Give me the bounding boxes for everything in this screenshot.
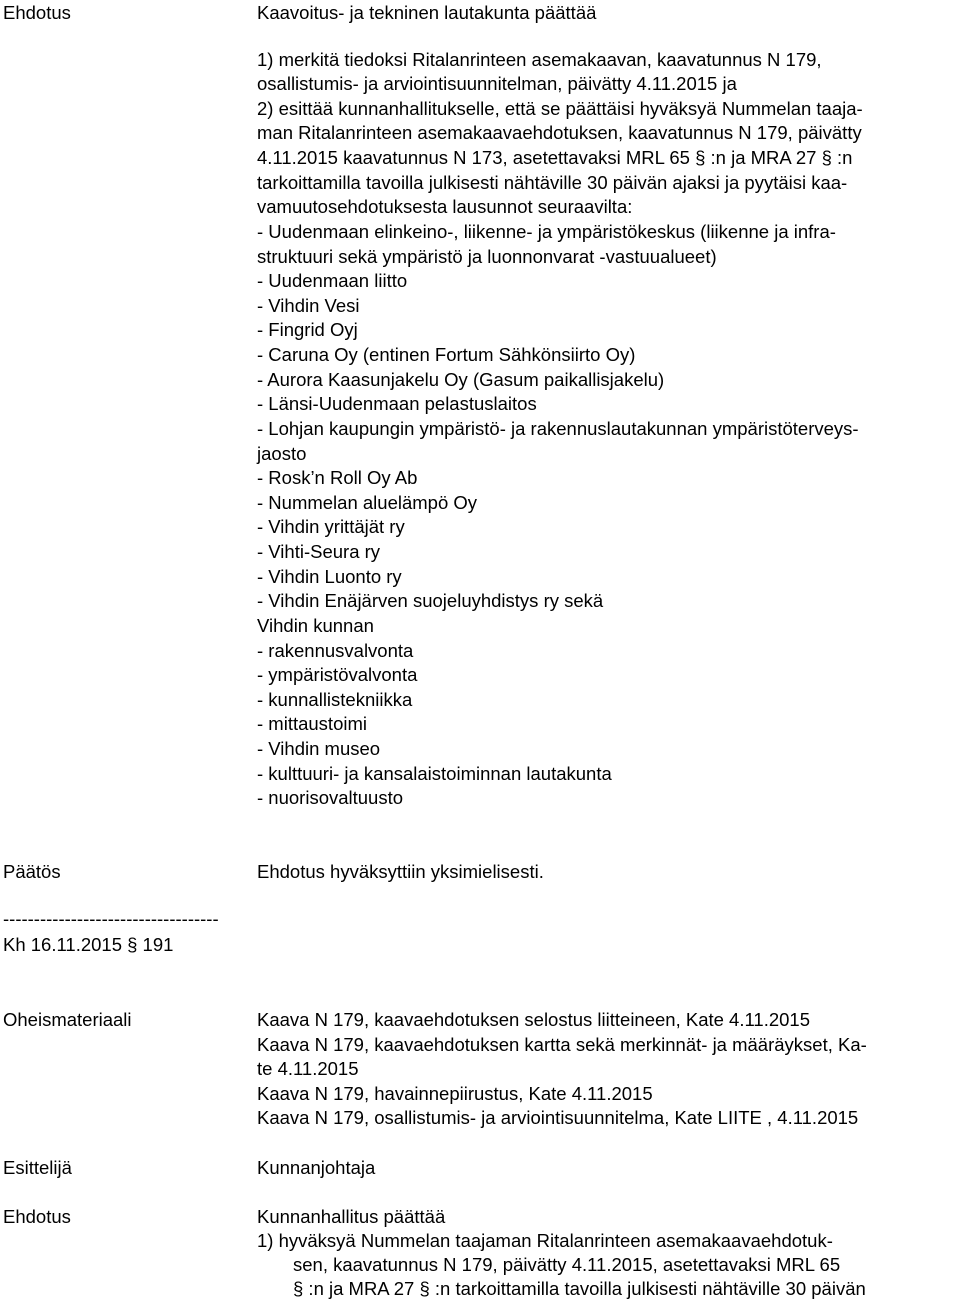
list-item: - nuorisovaltuusto xyxy=(257,787,404,808)
text-line: - Uudenmaan elinkeino-, liikenne- ja ympäristökeskus (liikenne ja infra- xyxy=(257,221,836,242)
text-line: 1) merkitä tiedoksi Ritalanrinteen asemakaavan, kaavatunnus N 179, xyxy=(257,49,822,70)
text-line: sen, kaavatunnus N 179, päivätty 4.11.2015, asetettavaksi MRL 65 xyxy=(293,1254,841,1275)
list-item: - ympäristövalvonta xyxy=(257,664,418,685)
decision-text: Ehdotus hyväksyttiin yksimielisesti. xyxy=(257,861,544,882)
attachment-item: te 4.11.2015 xyxy=(257,1058,359,1079)
list-item: jaosto xyxy=(257,443,307,464)
list-item: - Vihdin yrittäjät ry xyxy=(257,516,405,537)
text-line: tarkoittamilla tavoilla julkisesti nähtäville 30 päivän ajaksi ja pyytäisi kaa- xyxy=(257,172,848,193)
attachment-item: Kaava N 179, kaavaehdotuksen selostus liitteineen, Kate 4.11.2015 xyxy=(257,1009,810,1030)
list-item: - Uudenmaan liitto xyxy=(257,270,408,291)
section-label-esittelija: Esittelijä xyxy=(3,1157,72,1178)
section-label-ehdotus: Ehdotus xyxy=(3,2,71,23)
list-item: - Rosk’n Roll Oy Ab xyxy=(257,467,418,488)
list-item: - Caruna Oy (entinen Fortum Sähkönsiirto Oy) xyxy=(257,344,636,365)
text-line: 1) hyväksyä Nummelan taajaman Ritalanrinteen asemakaavaehdotuk- xyxy=(257,1230,833,1251)
list-item: - Länsi-Uudenmaan pelastuslaitos xyxy=(257,393,537,414)
attachment-item: Kaava N 179, osallistumis- ja arviointisuunnitelma, Kate LIITE , 4.11.2015 xyxy=(257,1107,859,1128)
attachment-item: Kaava N 179, kaavaehdotuksen kartta sekä merkinnät- ja määräykset, Ka- xyxy=(257,1034,867,1055)
list-item: - kunnallistekniikka xyxy=(257,689,413,710)
list-item: - Vihdin Enäjärven suojeluyhdistys ry sekä xyxy=(257,590,604,611)
list-item: Vihdin kunnan xyxy=(257,615,374,636)
list-item: - Aurora Kaasunjakelu Oy (Gasum paikallisjakelu) xyxy=(257,369,665,390)
list-item: - Nummelan aluelämpö Oy xyxy=(257,492,478,513)
section-label-paatos: Päätös xyxy=(3,861,61,882)
list-item: - mittaustoimi xyxy=(257,713,367,734)
text-line: 2) esittää kunnanhallitukselle, että se päättäisi hyväksyä Nummelan taaja- xyxy=(257,98,863,119)
list-item: - kulttuuri- ja kansalaistoiminnan lautakunta xyxy=(257,763,612,784)
decision-heading: Kaavoitus- ja tekninen lautakunta päättää xyxy=(257,2,597,23)
divider: ----------------------------------- xyxy=(3,908,219,929)
list-item: - Vihdin Luonto ry xyxy=(257,566,402,587)
attachment-item: Kaava N 179, havainnepiirustus, Kate 4.11.2015 xyxy=(257,1083,653,1104)
meeting-reference: Kh 16.11.2015 § 191 xyxy=(3,934,174,955)
decision-heading-2: Kunnanhallitus päättää xyxy=(257,1206,446,1227)
list-item: - rakennusvalvonta xyxy=(257,640,414,661)
list-item: - Fingrid Oyj xyxy=(257,319,358,340)
text-line: man Ritalanrinteen asemakaavaehdotuksen, kaavatunnus N 179, päivätty xyxy=(257,122,862,143)
section-label-oheismateriaali: Oheismateriaali xyxy=(3,1009,132,1030)
list-item: - Vihdin Vesi xyxy=(257,295,360,316)
presenter-value: Kunnanjohtaja xyxy=(257,1157,376,1178)
list-item: - Lohjan kaupungin ympäristö- ja rakennuslautakunnan ympäristöterveys- xyxy=(257,418,859,439)
text-line: vamuutosehdotuksesta lausunnot seuraavilta: xyxy=(257,196,633,217)
list-item: - Vihti-Seura ry xyxy=(257,541,381,562)
text-line: § :n ja MRA 27 § :n tarkoittamilla tavoilla julkisesti nähtäville 30 päivän xyxy=(293,1278,866,1299)
text-line: osallistumis- ja arviointisuunnitelman, päivätty 4.11.2015 ja xyxy=(257,73,737,94)
text-line: struktuuri sekä ympäristö ja luonnonvarat -vastuualueet) xyxy=(257,246,717,267)
text-line: 4.11.2015 kaavatunnus N 173, asetettavaksi MRL 65 § :n ja MRA 27 § :n xyxy=(257,147,853,168)
list-item: - Vihdin museo xyxy=(257,738,381,759)
section-label-ehdotus-2: Ehdotus xyxy=(3,1206,71,1227)
